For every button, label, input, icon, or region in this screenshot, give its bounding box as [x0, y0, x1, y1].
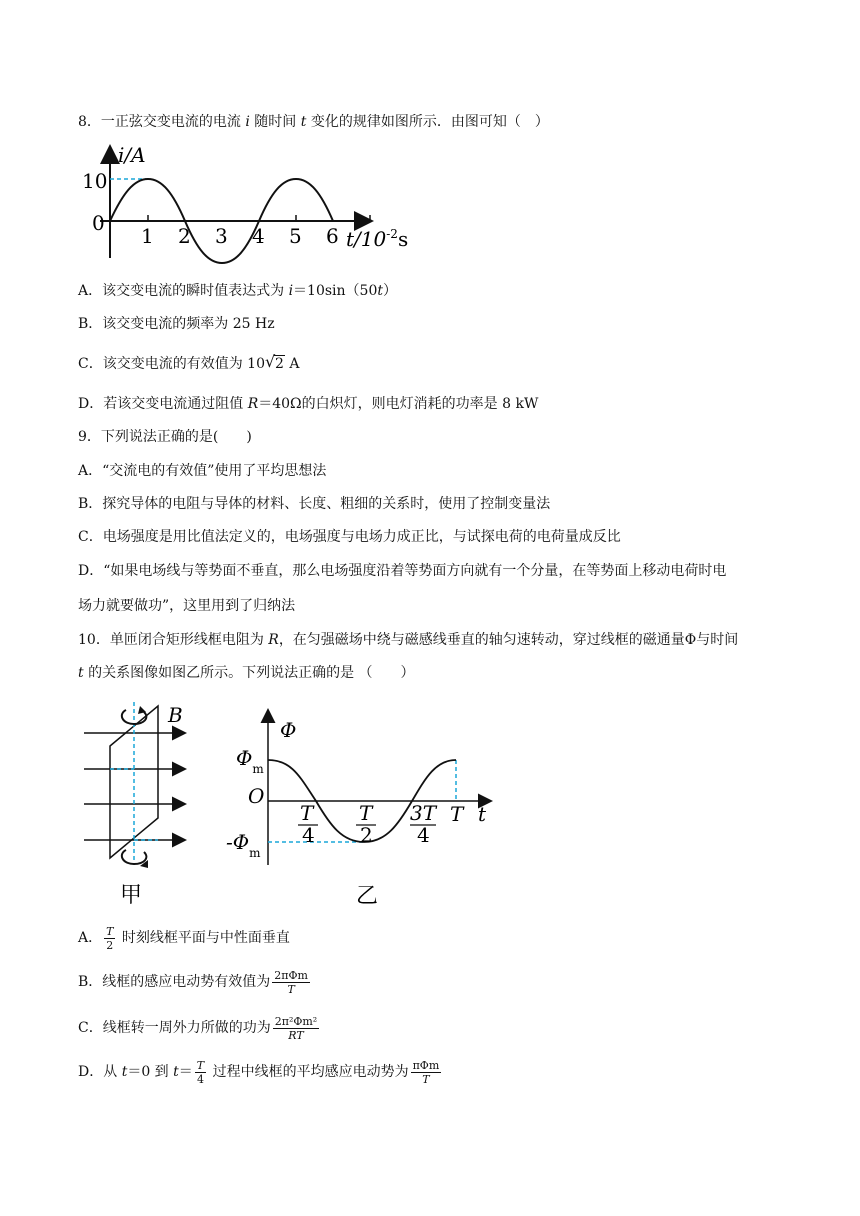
q8-current-graph — [78, 140, 409, 270]
q10-option-a: A． $\frac{T}{2}$ 时刻线框平面与中性面垂直 — [78, 924, 290, 952]
svg-text:T: T — [359, 801, 373, 825]
phi-y-label: Φ — [280, 718, 297, 742]
fraction: $\frac{T}{2}$ — [106, 924, 114, 952]
q9-stem: 9．下列说法正确的是( ) — [78, 429, 252, 445]
q8-option-b: B．该交变电流的频率为 25 Hz — [78, 316, 275, 332]
fraction: $\frac{\text{2πΦm}}{T}$ — [274, 968, 308, 996]
neg-phi-m-label: $-\Phi_m$ — [226, 830, 261, 860]
q8-x-tick: 3 — [215, 224, 228, 248]
svg-text:2: 2 — [360, 823, 373, 847]
q10-figure-yi — [222, 705, 502, 915]
svg-text:4: 4 — [417, 823, 430, 847]
q8-y-label: i/A — [118, 143, 146, 167]
figure-caption-yi: 乙 — [356, 884, 379, 909]
q8-x-tick: 1 — [141, 224, 154, 248]
q9-option-b: B．探究导体的电阻与导体的材料、长度、粗细的关系时，使用了控制变量法 — [78, 496, 551, 512]
q8-x-tick: 4 — [252, 224, 265, 248]
phi-x-label: t — [478, 802, 487, 826]
tick-t-quarter — [298, 801, 318, 847]
tick-t-full: T — [450, 802, 464, 826]
q9-option-d-line2: 场力就要做功”，这里用到了归纳法 — [78, 598, 296, 614]
q9-option-c: C．电场强度是用比值法定义的，电场强度与电场力成正比，与试探电荷的电荷量成反比 — [78, 529, 621, 545]
tick-t-three-quarter — [410, 801, 438, 847]
fraction: $\frac{\text{πΦm}}{T}$ — [412, 1058, 440, 1086]
q9-option-d-line1: D．“如果电场线与等势面不垂直，那么电场强度沿着等势面方向就有一个分量，在等势面上移动电荷时电 — [78, 563, 727, 579]
svg-text:4: 4 — [302, 823, 315, 847]
phi-m-label: $\Phi_m$ — [236, 746, 264, 776]
origin-label: O — [248, 784, 265, 808]
fraction: $\frac{T}{4}$ — [196, 1058, 205, 1086]
figure-caption-jia: 甲 — [120, 883, 143, 908]
q8-origin: 0 — [92, 211, 105, 235]
q8-option-d: D．若该交变电流通过阻值 R＝40Ω的白炽灯，则电灯消耗的功率是 8 kW — [78, 396, 539, 412]
q8-y-tick: 10 — [82, 169, 108, 193]
svg-text:T: T — [300, 801, 314, 825]
q8-stem: 8．一正弦交变电流的电流 i 随时间 t 变化的规律如图所示．由图可知（ ） — [78, 114, 549, 130]
sqrt-symbol: √ 2 — [264, 352, 284, 372]
q8-x-label: $t/10^{-2}s$ — [346, 227, 409, 251]
q10-figure-jia — [78, 700, 208, 910]
field-b-label: B — [168, 703, 183, 727]
svg-text:3T: 3T — [410, 801, 437, 825]
q9-option-a: A．“交流电的有效值”使用了平均思想法 — [78, 463, 327, 479]
q8-x-tick: 2 — [178, 224, 191, 248]
q10-option-c: C．线框转一周外力所做的功为 $\frac{\text{2π²Φm²}}{RT}$ — [78, 1014, 318, 1042]
q10-stem-line2: t 的关系图像如图乙所示。下列说法正确的是 （ ） — [78, 665, 415, 681]
q10-option-b: B．线框的感应电动势有效值为 $\frac{\text{2πΦm}}{T}$ — [78, 968, 308, 996]
q8-option-c: C．该交变电流的有效值为 10 √ 2 A — [78, 352, 300, 372]
q8-x-tick: 5 — [289, 224, 302, 248]
fraction: $\frac{\text{2π²Φm²}}{RT}$ — [274, 1014, 318, 1042]
q8-option-a: A．该交变电流的瞬时值表达式为 i＝10sin（50t） — [78, 283, 397, 299]
q10-stem-line1: 10．单匝闭合矩形线框电阻为 R，在匀强磁场中绕与磁感线垂直的轴匀速转动，穿过线框的磁通量Φ与时间 — [78, 632, 739, 648]
q10-option-d: D．从 t＝0 到 t＝ $\frac{T}{4}$ 过程中线框的平均感应电动势为 $\frac{\text{πΦm}}{T}$ — [78, 1058, 440, 1086]
q8-x-tick: 6 — [326, 224, 339, 248]
